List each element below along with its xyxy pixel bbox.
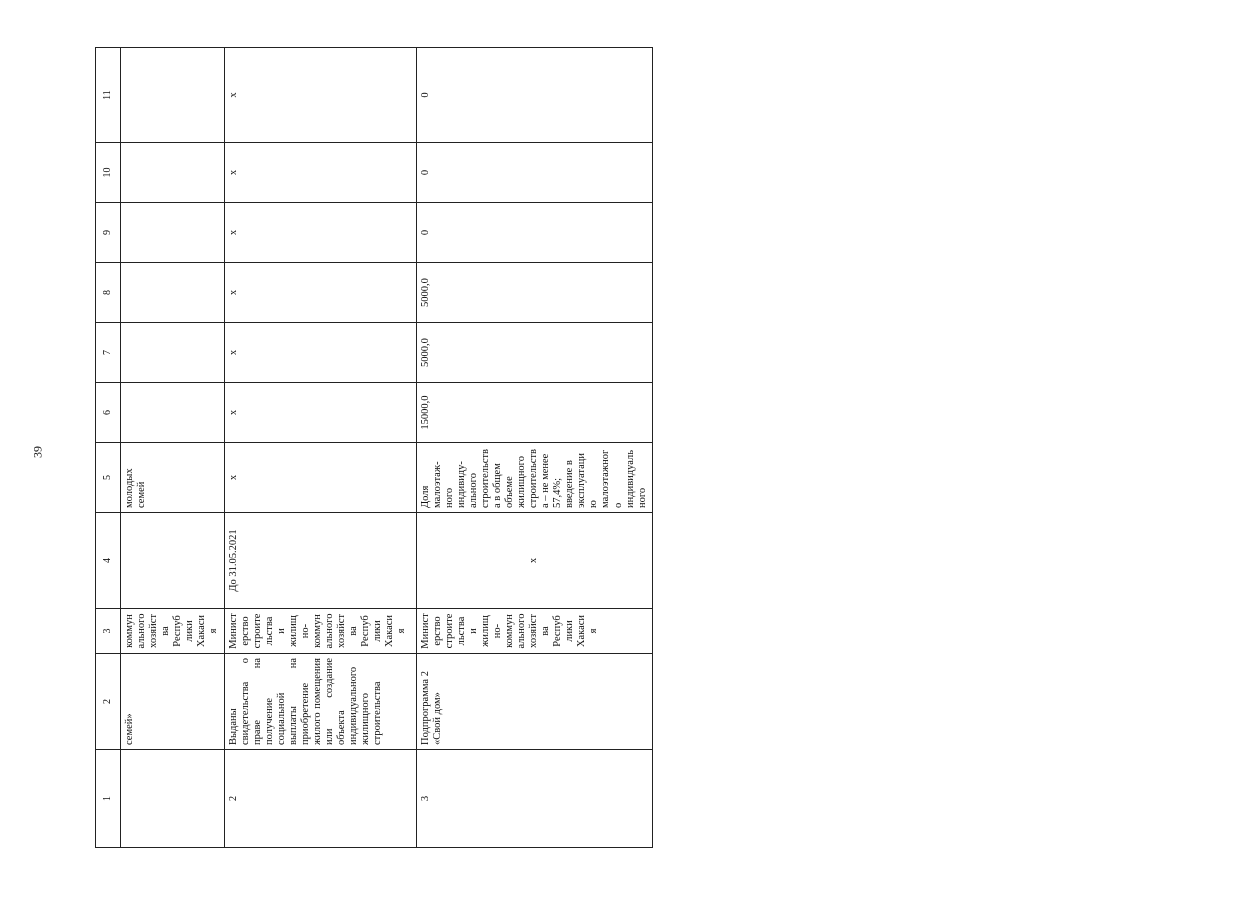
table-row — [416, 48, 652, 848]
value-cell-10: 0 — [416, 143, 652, 203]
name-cell: семей» — [121, 654, 225, 750]
header-cell-10: 10 — [96, 143, 121, 203]
value-cell-10: х — [224, 143, 416, 203]
deadline-cell — [121, 513, 225, 609]
header-cell-8: 8 — [96, 263, 121, 323]
name-cell: Подпрограмма 2 «Свой дом» — [416, 654, 652, 750]
header-cell-5: 5 — [96, 443, 121, 513]
header-cell-6: 6 — [96, 383, 121, 443]
value-cell-6: х — [224, 383, 416, 443]
value-cell-6: 15000,0 — [416, 383, 652, 443]
value-cell-8: 5000,0 — [416, 263, 652, 323]
table-row — [121, 48, 225, 848]
header-cell-2: 2 — [96, 654, 121, 750]
name-cell: Выданы свидетельства о праве на получение социальной выплаты на приобретение жилого помещения или создание объекта индивидуального жилищного строительства — [224, 654, 416, 750]
row-number-cell — [121, 750, 225, 848]
deadline-cell: До 31.05.2021 — [224, 513, 416, 609]
header-row — [96, 48, 121, 848]
header-cell-7: 7 — [96, 323, 121, 383]
value-cell-11: 0 — [416, 48, 652, 143]
row-number-cell: 3 — [416, 750, 652, 848]
value-cell-10 — [121, 143, 225, 203]
header-cell-11: 11 — [96, 48, 121, 143]
executor-cell: Министерство строительства и жилищно-коммунального хозяйства Республики Хакасия — [416, 609, 652, 654]
value-cell-9: 0 — [416, 203, 652, 263]
rotated-table — [95, 48, 648, 848]
header-cell-9: 9 — [96, 203, 121, 263]
indicator-cell: молодых семей — [121, 443, 225, 513]
header-cell-3: 3 — [96, 609, 121, 654]
value-cell-6 — [121, 383, 225, 443]
value-cell-9 — [121, 203, 225, 263]
table-row — [224, 48, 416, 848]
executor-cell: Министерство строительства и жилищно-коммунального хозяйства Республики Хакасия — [224, 609, 416, 654]
data-table — [95, 47, 653, 848]
page-number: 39 — [30, 446, 45, 458]
header-cell-4: 4 — [96, 513, 121, 609]
header-cell-1: 1 — [96, 750, 121, 848]
executor-cell: коммунального хозяйства Республики Хакасия — [121, 609, 225, 654]
value-cell-8 — [121, 263, 225, 323]
row-number-cell: 2 — [224, 750, 416, 848]
value-cell-7: 5000,0 — [416, 323, 652, 383]
value-cell-9: х — [224, 203, 416, 263]
indicator-cell: Доля малоэтаж-ного индивиду-ального строительства в общем объеме жилищного строительства – не менее 57,4%; введение в эксплуатацию малоэтажного индивидуального — [416, 443, 652, 513]
value-cell-7: х — [224, 323, 416, 383]
deadline-cell: х — [416, 513, 652, 609]
value-cell-8: х — [224, 263, 416, 323]
value-cell-11: х — [224, 48, 416, 143]
indicator-cell: х — [224, 443, 416, 513]
value-cell-7 — [121, 323, 225, 383]
value-cell-11 — [121, 48, 225, 143]
